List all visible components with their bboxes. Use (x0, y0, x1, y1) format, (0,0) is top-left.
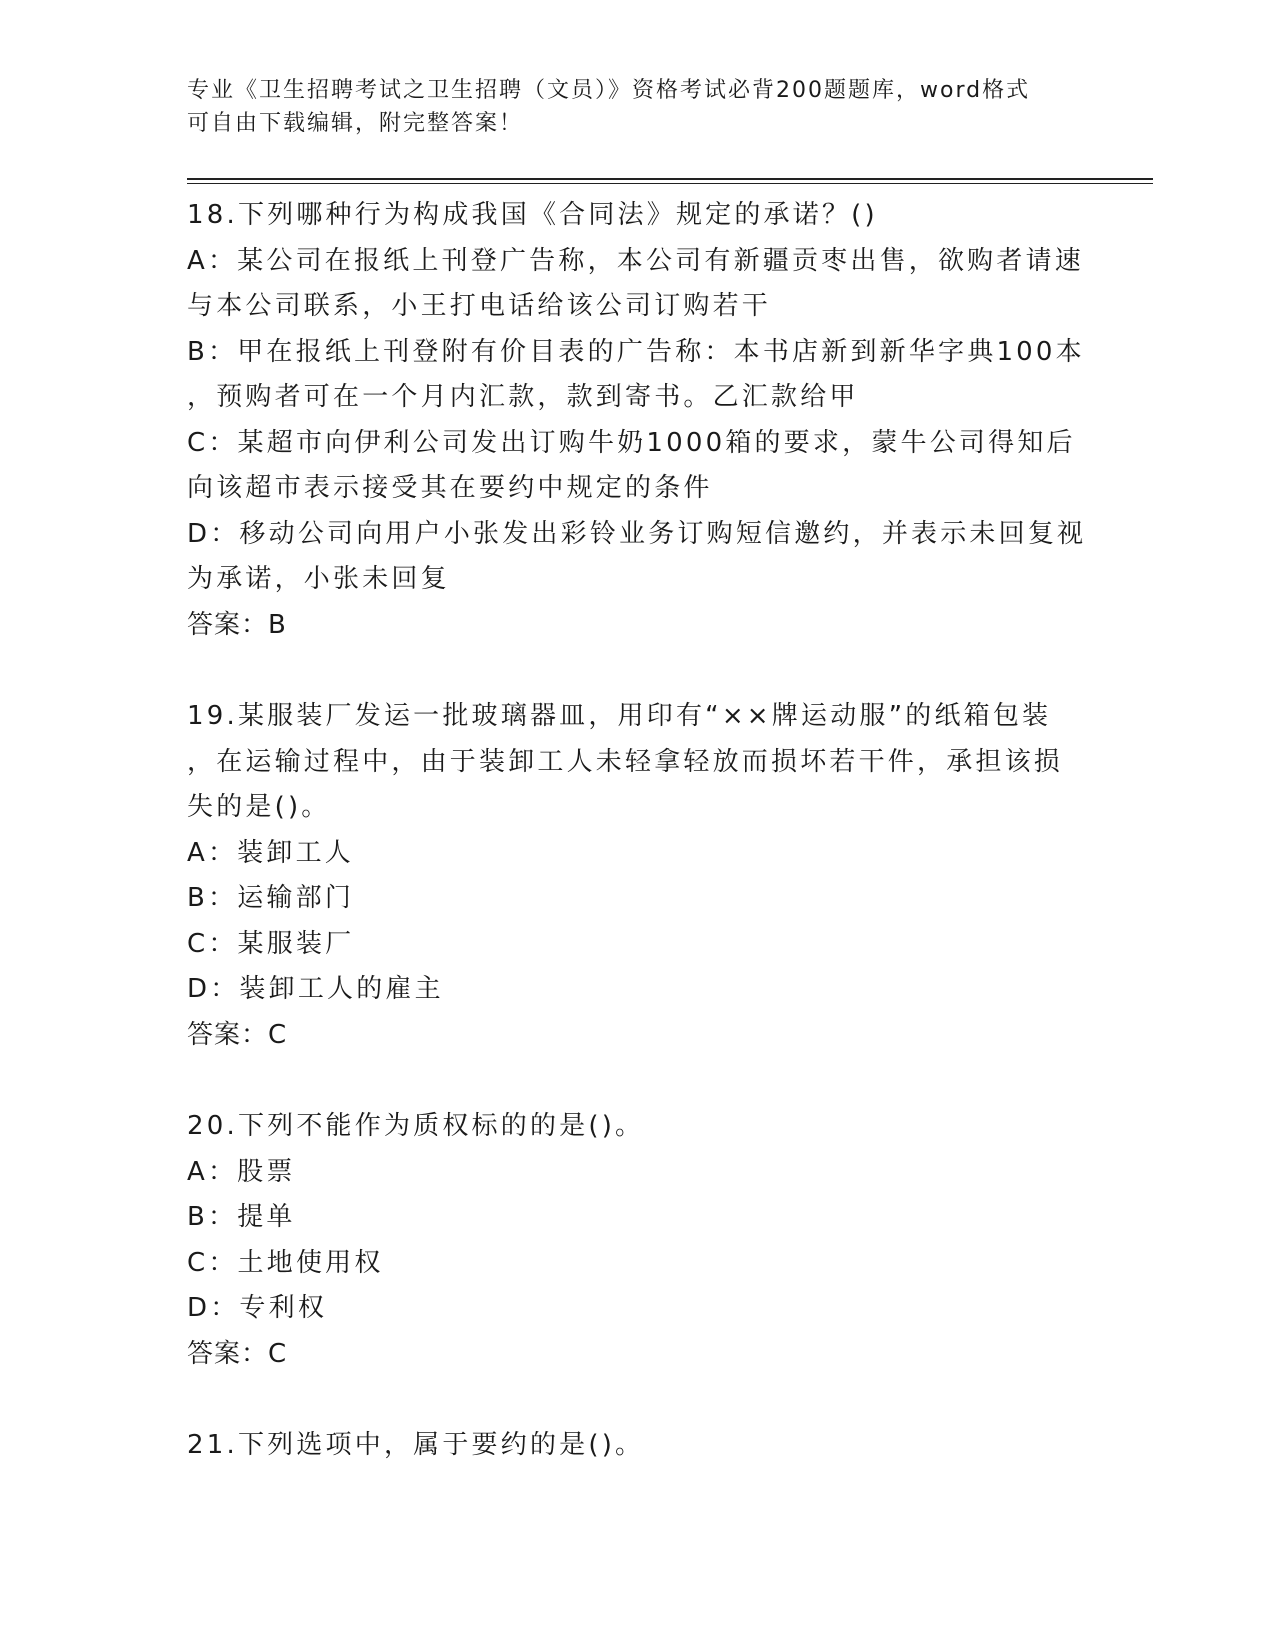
spacer (187, 1377, 1087, 1423)
option-a: A：装卸工人 (187, 837, 354, 868)
question-stem: 18.下列哪种行为构成我国《合同法》规定的承诺？() (187, 200, 878, 230)
question-20 (187, 1104, 1087, 1377)
option-b: B：甲在报纸上刊登附有价目表的广告称：本书店新到新华字典100本 (187, 336, 1085, 367)
option-b: B：运输部门 (187, 883, 355, 913)
question-list (187, 193, 1087, 1469)
header-line-2: 可自由下载编辑，附完整答案！ (187, 111, 524, 136)
header-divider-thick (187, 178, 1153, 180)
question-21 (187, 1423, 1087, 1469)
option-c: C：某服装厂 (187, 928, 355, 959)
question-stem: 19.某服装厂发运一批玻璃器皿，用印有“××牌运动服”的纸箱包装 (187, 701, 1052, 731)
option-d: D：装卸工人的雇主 (187, 974, 444, 1004)
option-b: B：提单 (187, 1202, 296, 1232)
option-a: A：某公司在报纸上刊登广告称，本公司有新疆贡枣出售，欲购者请速 (187, 245, 1084, 276)
spacer (187, 648, 1087, 694)
answer-label: 答案：C (187, 1338, 288, 1369)
question-19 (187, 694, 1087, 1058)
option-c-cont: 向该超市表示接受其在要约中规定的条件 (187, 473, 713, 503)
option-a-cont: 与本公司联系，小王打电话给该公司订购若干 (187, 291, 772, 321)
option-d: D：专利权 (187, 1293, 328, 1323)
document-header (187, 74, 1067, 140)
option-d-cont: 为承诺，小张未回复 (187, 564, 450, 594)
question-stem-cont: 失的是()。 (187, 792, 331, 822)
option-c: C：某超市向伊利公司发出订购牛奶1000箱的要求，蒙牛公司得知后 (187, 427, 1076, 458)
answer-label: 答案：C (187, 1019, 288, 1050)
option-d: D：移动公司向用户小张发出彩铃业务订购短信邀约，并表示未回复视 (187, 518, 1087, 549)
answer-label: 答案：B (187, 609, 287, 640)
question-stem-cont: ，在运输过程中，由于装卸工人未轻拿轻放而损坏若干件，承担该损 (187, 746, 1064, 777)
option-c: C：土地使用权 (187, 1247, 384, 1278)
header-divider-thin (187, 183, 1153, 184)
question-stem: 20.下列不能作为质权标的的是()。 (187, 1111, 645, 1141)
question-stem: 21.下列选项中，属于要约的是()。 (187, 1430, 645, 1460)
spacer (187, 1058, 1087, 1104)
option-b-cont: ，预购者可在一个月内汇款，款到寄书。乙汇款给甲 (187, 382, 859, 412)
option-a: A：股票 (187, 1156, 296, 1187)
header-line-1: 专业《卫生招聘考试之卫生招聘（文员）》资格考试必背200题题库，word格式 (187, 78, 1031, 103)
question-18 (187, 193, 1087, 648)
